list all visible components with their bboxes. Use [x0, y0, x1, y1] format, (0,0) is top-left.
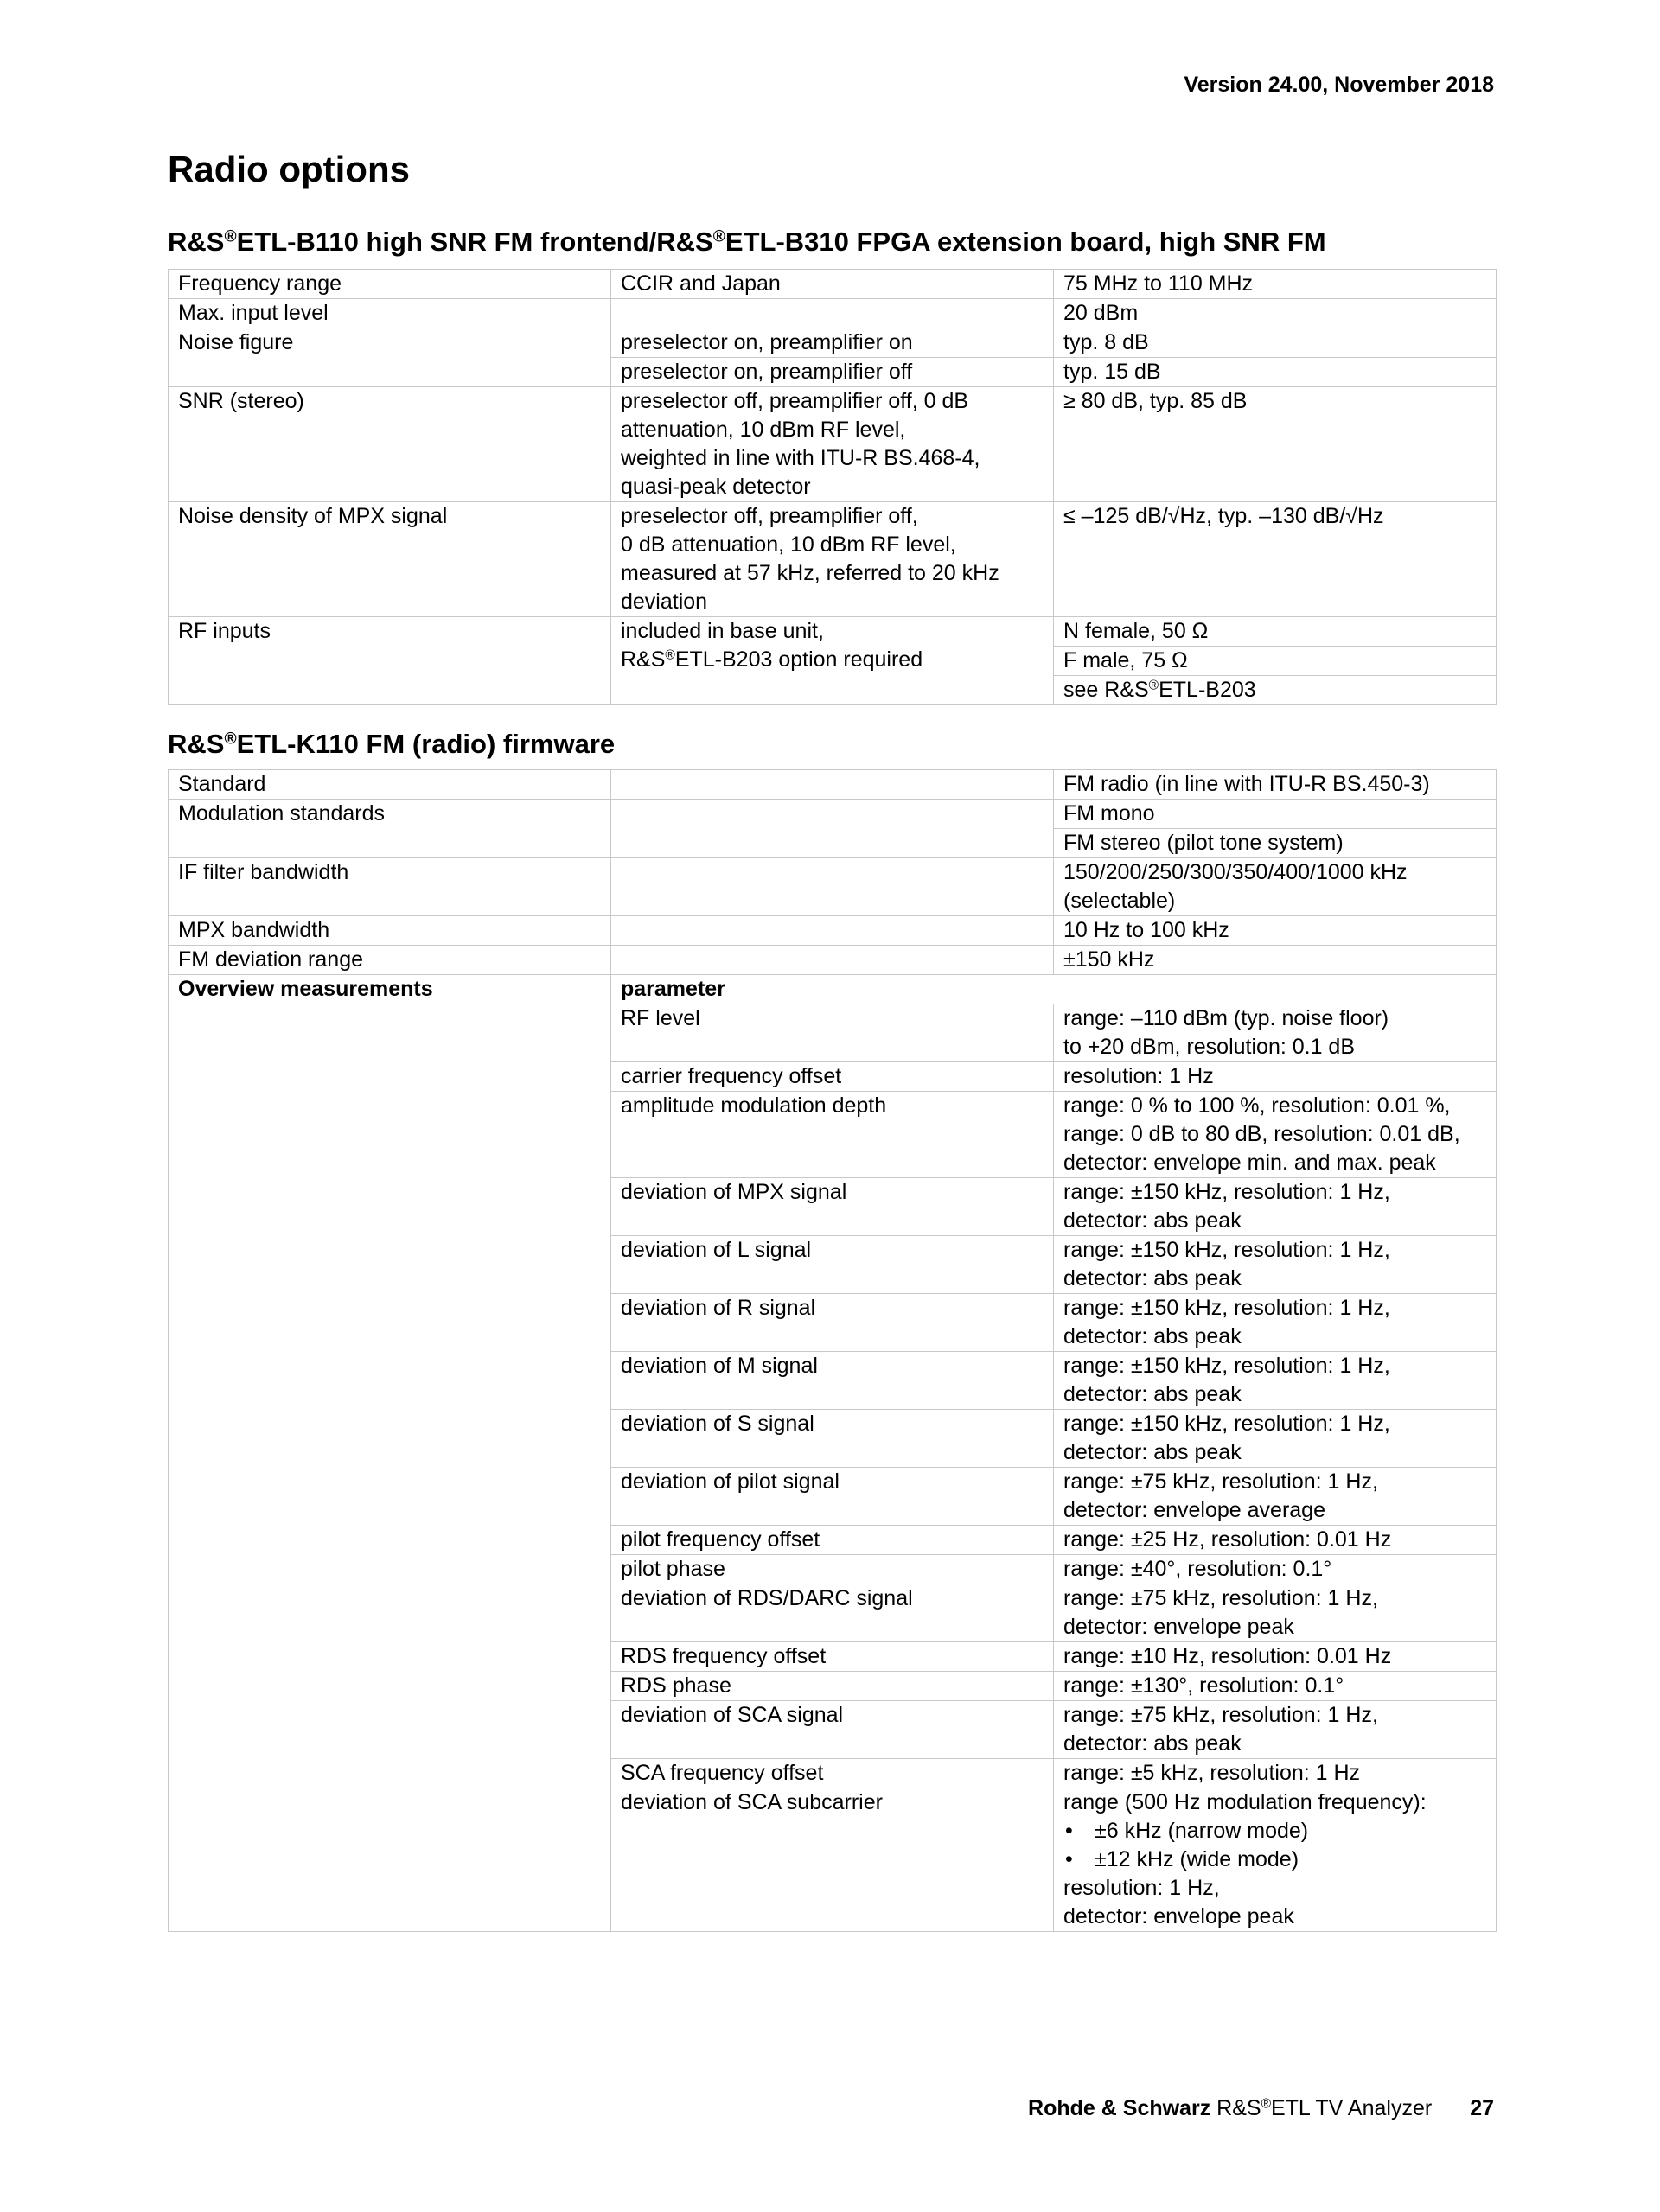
parameter-header: parameter — [611, 975, 1497, 1004]
spec-label: IF filter bandwidth — [169, 858, 611, 916]
spec-condition — [611, 946, 1054, 975]
measurement-parameter: deviation of S signal — [611, 1410, 1054, 1468]
spec-table-k110 — [168, 769, 1497, 1932]
measurement-parameter: RDS phase — [611, 1672, 1054, 1701]
table-row — [169, 946, 1497, 975]
spec-condition: preselector on, preamplifier off — [611, 358, 1054, 387]
spec-condition: CCIR and Japan — [611, 270, 1054, 299]
page-number: 27 — [1470, 2096, 1494, 2120]
measurement-value: range: ±40°, resolution: 0.1° — [1054, 1555, 1497, 1584]
spec-condition: included in base unit, R&S®ETL-B203 option required — [611, 617, 1054, 705]
page-footer: Rohde & Schwarz R&S®ETL TV Analyzer 27 — [1028, 2096, 1494, 2120]
spec-label: MPX bandwidth — [169, 916, 611, 946]
measurement-parameter: RF level — [611, 1004, 1054, 1062]
spec-value: 150/200/250/300/350/400/1000 kHz (selectable) — [1054, 858, 1497, 916]
spec-value: see R&S®ETL-B203 — [1054, 676, 1497, 705]
spec-condition: preselector off, preamplifier off, 0 dB attenuation, 10 dBm RF level, measured at 57 kHz, referred to 20 kHz deviation — [611, 502, 1054, 617]
spec-label: Noise figure — [169, 328, 611, 387]
spec-label: Noise density of MPX signal — [169, 502, 611, 617]
measurement-parameter: deviation of pilot signal — [611, 1468, 1054, 1526]
measurement-parameter: deviation of RDS/DARC signal — [611, 1584, 1054, 1642]
measurement-value: range: ±75 kHz, resolution: 1 Hz, detector: abs peak — [1054, 1701, 1497, 1759]
measurement-parameter: deviation of R signal — [611, 1294, 1054, 1352]
table-row — [169, 916, 1497, 946]
spec-value: ±150 kHz — [1054, 946, 1497, 975]
measurement-value: range: ±10 Hz, resolution: 0.01 Hz — [1054, 1642, 1497, 1672]
spec-condition — [611, 299, 1054, 328]
table-row — [169, 387, 1497, 502]
measurement-value: range: ±150 kHz, resolution: 1 Hz, detector: abs peak — [1054, 1236, 1497, 1294]
section-title-k110: R&S®ETL-K110 FM (radio) firmware — [168, 729, 616, 759]
measurement-parameter: deviation of L signal — [611, 1236, 1054, 1294]
table-row — [169, 858, 1497, 916]
list-item: • ±12 kHz (wide mode) — [1063, 1845, 1486, 1874]
measurement-value: resolution: 1 Hz — [1054, 1062, 1497, 1092]
table-row — [169, 328, 1497, 358]
measurement-parameter: pilot frequency offset — [611, 1526, 1054, 1555]
spec-label: Modulation standards — [169, 800, 611, 858]
spec-condition — [611, 800, 1054, 858]
spec-value: 10 Hz to 100 kHz — [1054, 916, 1497, 946]
spec-label: Max. input level — [169, 299, 611, 328]
spec-table-b110 — [168, 269, 1497, 705]
table-row — [169, 770, 1497, 800]
measurement-value: range: ±150 kHz, resolution: 1 Hz, detector: abs peak — [1054, 1410, 1497, 1468]
spec-condition — [611, 770, 1054, 800]
spec-condition: preselector off, preamplifier off, 0 dB attenuation, 10 dBm RF level, weighted in line with ITU-R BS.468-4, quasi-peak detector — [611, 387, 1054, 502]
measurement-value: range: ±75 kHz, resolution: 1 Hz, detector: envelope average — [1054, 1468, 1497, 1526]
table-row — [169, 800, 1497, 829]
spec-value: ≤ –125 dB/√Hz, typ. –130 dB/√Hz — [1054, 502, 1497, 617]
spec-value: FM radio (in line with ITU-R BS.450-3) — [1054, 770, 1497, 800]
spec-label: RF inputs — [169, 617, 611, 705]
spec-label: Standard — [169, 770, 611, 800]
measurement-parameter: deviation of SCA subcarrier — [611, 1788, 1054, 1932]
measurement-parameter: pilot phase — [611, 1555, 1054, 1584]
measurement-parameter: amplitude modulation depth — [611, 1092, 1054, 1178]
spec-condition: preselector on, preamplifier on — [611, 328, 1054, 358]
measurement-parameter: deviation of MPX signal — [611, 1178, 1054, 1236]
table-row — [169, 617, 1497, 647]
spec-value: FM mono — [1054, 800, 1497, 829]
measurement-value: range (500 Hz modulation frequency): • ±6 kHz (narrow mode) • ±12 kHz (wide mode) resolution: 1 Hz, detector: envelope peak — [1054, 1788, 1497, 1932]
measurement-value: range: ±150 kHz, resolution: 1 Hz, detector: abs peak — [1054, 1294, 1497, 1352]
list-item: • ±6 kHz (narrow mode) — [1063, 1817, 1486, 1845]
spec-value: ≥ 80 dB, typ. 85 dB — [1054, 387, 1497, 502]
spec-value: 75 MHz to 110 MHz — [1054, 270, 1497, 299]
measurement-value: range: ±150 kHz, resolution: 1 Hz, detector: abs peak — [1054, 1352, 1497, 1410]
spec-value: 20 dBm — [1054, 299, 1497, 328]
spec-label: Frequency range — [169, 270, 611, 299]
spec-condition — [611, 916, 1054, 946]
section-title-b110: R&S®ETL-B110 high SNR FM frontend/R&S®ETL-B310 FPGA extension board, high SNR FM — [168, 226, 1326, 257]
measurement-parameter: SCA frequency offset — [611, 1759, 1054, 1788]
version-header: Version 24.00, November 2018 — [1184, 73, 1494, 97]
spec-value: typ. 8 dB — [1054, 328, 1497, 358]
measurement-value: range: 0 % to 100 %, resolution: 0.01 %, range: 0 dB to 80 dB, resolution: 0.01 dB, detector: envelope min. and max. peak — [1054, 1092, 1497, 1178]
page-title: Radio options — [168, 149, 410, 189]
measurement-parameter: RDS frequency offset — [611, 1642, 1054, 1672]
spec-label: FM deviation range — [169, 946, 611, 975]
measurement-value: range: –110 dBm (typ. noise floor) to +20 dBm, resolution: 0.1 dB — [1054, 1004, 1497, 1062]
spec-value: typ. 15 dB — [1054, 358, 1497, 387]
spec-value: F male, 75 Ω — [1054, 647, 1497, 676]
spec-value: FM stereo (pilot tone system) — [1054, 829, 1497, 858]
measurement-value: range: ±130°, resolution: 0.1° — [1054, 1672, 1497, 1701]
table-row — [169, 299, 1497, 328]
measurement-value: range: ±150 kHz, resolution: 1 Hz, detector: abs peak — [1054, 1178, 1497, 1236]
overview-measurements-label: Overview measurements — [169, 975, 611, 1932]
spec-condition — [611, 858, 1054, 916]
measurement-value: range: ±5 kHz, resolution: 1 Hz — [1054, 1759, 1497, 1788]
spec-value: N female, 50 Ω — [1054, 617, 1497, 647]
spec-label: SNR (stereo) — [169, 387, 611, 502]
measurement-parameter: deviation of M signal — [611, 1352, 1054, 1410]
measurement-parameter: carrier frequency offset — [611, 1062, 1054, 1092]
measurement-value: range: ±75 kHz, resolution: 1 Hz, detector: envelope peak — [1054, 1584, 1497, 1642]
measurement-value: range: ±25 Hz, resolution: 0.01 Hz — [1054, 1526, 1497, 1555]
table-row — [169, 975, 1497, 1004]
measurement-parameter: deviation of SCA signal — [611, 1701, 1054, 1759]
table-row — [169, 270, 1497, 299]
table-row — [169, 502, 1497, 617]
